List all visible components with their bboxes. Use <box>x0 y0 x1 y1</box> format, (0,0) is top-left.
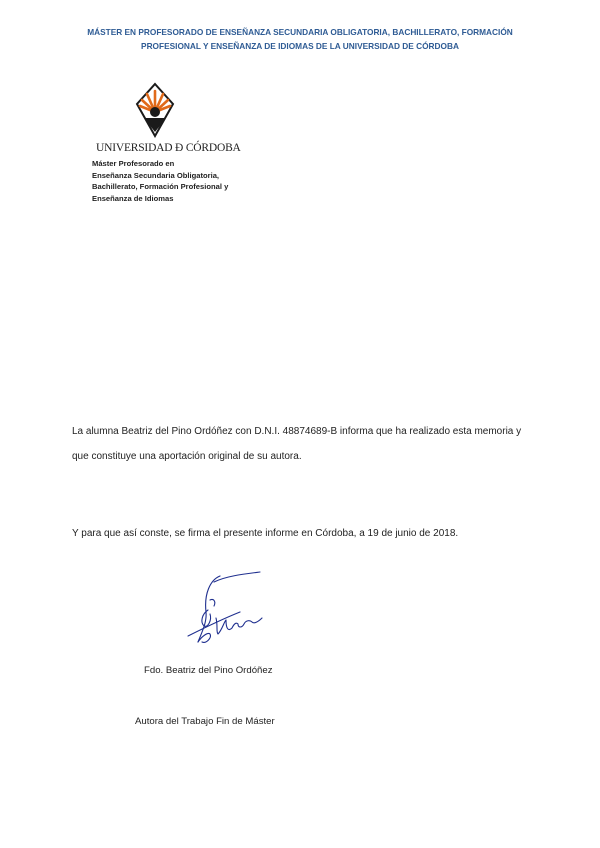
caption-line: Enseñanza de Idiomas <box>92 193 174 203</box>
header-line-2: PROFESIONAL Y ENSEÑANZA DE IDIOMAS DE LA UNIVERSIDAD DE CÓRDOBA <box>141 41 459 51</box>
header-line-1: MÁSTER EN PROFESORADO DE ENSEÑANZA SECUNDARIA OBLIGATORIA, BACHILLERATO, FORMACIÓN <box>87 27 513 37</box>
master-caption <box>92 158 267 204</box>
document-header <box>60 25 540 53</box>
handwritten-signature <box>180 570 270 650</box>
declaration-paragraph: La alumna Beatriz del Pino Ordóñez con D.N.I. 48874689-B informa que ha realizado esta memoria y que constituye una aportación original de su autora. <box>72 426 522 462</box>
university-name: UNIVERSIDAD Ð CÓRDOBA <box>96 142 241 154</box>
caption-line: Bachillerato, Formación Profesional y <box>92 182 229 191</box>
caption-line: Máster Profesorado en <box>92 159 175 168</box>
signing-statement: Y para que así conste, se firma el presente informe en Córdoba, a 19 de junio de 2018. <box>72 528 459 539</box>
university-of-cordoba-crest-icon <box>133 82 177 138</box>
signature-role: Autora del Trabajo Fin de Máster <box>135 716 275 727</box>
caption-line: Enseñanza Secundaria Obligatoria, <box>92 170 220 180</box>
signature-name: Fdo. Beatriz del Pino Ordóñez <box>144 665 273 676</box>
